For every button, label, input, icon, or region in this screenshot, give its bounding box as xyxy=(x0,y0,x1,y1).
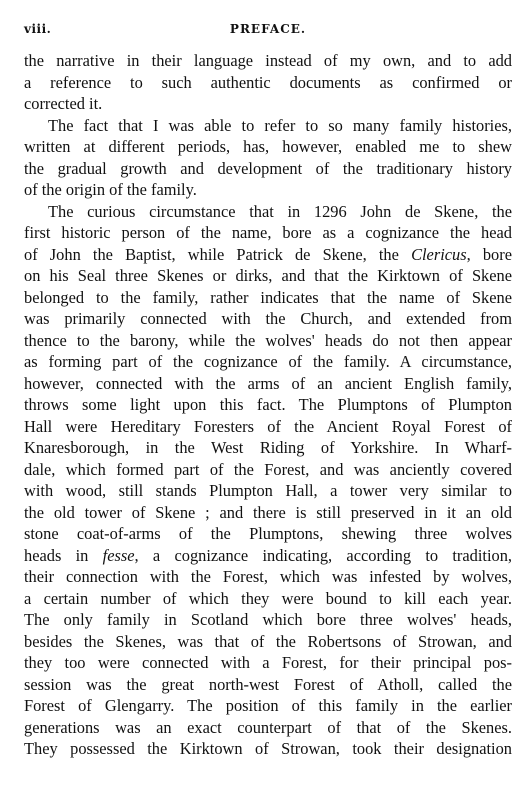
text-line xyxy=(24,416,512,438)
text-segment: besides the Skenes, was that of the Robertsons of Strowan, and xyxy=(24,631,512,651)
page-number: viii. xyxy=(24,22,52,36)
text-segment: however, connected with the arms of an ancient English family, xyxy=(24,373,512,393)
text-line xyxy=(24,652,512,674)
text-segment: corrected it. xyxy=(24,94,103,113)
text-segment: Hall were Hereditary Foresters of the Ancient Royal Forest of xyxy=(24,416,512,436)
text-line xyxy=(24,502,512,524)
text-line xyxy=(24,738,512,760)
text-line xyxy=(24,222,512,244)
text-segment: the narrative in their language instead of my own, and to add xyxy=(24,51,512,70)
text-segment: The fact that I was able to refer to so many family histories, xyxy=(48,115,512,135)
text-line xyxy=(24,287,512,309)
text-line xyxy=(24,158,512,180)
text-line xyxy=(24,244,512,266)
text-line xyxy=(24,717,512,739)
text-line xyxy=(24,201,512,223)
text-line xyxy=(24,523,512,545)
text-line xyxy=(24,373,512,395)
text-segment: the old tower of Skene ; and there is still preserved in it an old xyxy=(24,502,512,522)
page-header xyxy=(24,22,512,44)
text-segment: Knaresborough, in the West Riding of Yorkshire. In Wharf- xyxy=(24,438,512,457)
text-line xyxy=(24,394,512,416)
text-segment: stone coat-of-arms of the Plumptons, shewing three wolves xyxy=(24,524,512,543)
text-segment: The curious circumstance that in 1296 John de Skene, the xyxy=(48,201,512,221)
text-segment: their connection with the Forest, which was infested by wolves, xyxy=(24,567,512,586)
text-line xyxy=(24,609,512,631)
text-line xyxy=(24,115,512,137)
text-segment: the gradual growth and development of the traditionary history xyxy=(24,158,512,178)
text-line xyxy=(24,480,512,502)
text-segment: session was the great north-west Forest of Atholl, called the xyxy=(24,674,512,694)
text-segment: first historic person of the name, bore as a cognizance the head xyxy=(24,223,512,242)
text-segment: written at different periods, has, however, enabled me to shew xyxy=(24,137,512,156)
text-segment: on his Seal three Skenes or dirks, and that the Kirktown of Skene xyxy=(24,266,512,285)
running-head: PREFACE. xyxy=(229,22,307,36)
italic-term: fesse xyxy=(102,545,135,565)
text-line xyxy=(24,265,512,287)
text-segment: of the origin of the family. xyxy=(24,180,197,199)
text-line xyxy=(24,695,512,717)
text-segment: Forest of Glengarry. The position of this family in the earlier xyxy=(24,696,512,715)
text-line xyxy=(24,308,512,330)
italic-term: Clericus xyxy=(411,244,467,264)
text-line xyxy=(24,179,512,201)
body-text xyxy=(24,50,512,760)
text-segment: a reference to such authentic documents as confirmed or xyxy=(24,72,512,92)
text-line xyxy=(24,50,512,72)
text-segment: with wood, still stands Plumpton Hall, a tower very similar to xyxy=(24,481,512,500)
text-line xyxy=(24,437,512,459)
text-line xyxy=(24,631,512,653)
text-segment: a certain number of which they were bound to kill each year. xyxy=(24,588,512,608)
text-segment: was primarily connected with the Church, and extended from xyxy=(24,309,512,328)
text-line xyxy=(24,566,512,588)
text-line xyxy=(24,72,512,94)
text-line xyxy=(24,330,512,352)
text-segment: , bore xyxy=(466,244,512,264)
text-segment: The only family in Scotland which bore three wolves' heads, xyxy=(24,610,512,629)
text-segment: throws some light upon this fact. The Plumptons of Plumpton xyxy=(24,395,512,414)
text-line xyxy=(24,459,512,481)
text-segment: generations was an exact counterpart of that of the Skenes. xyxy=(24,717,512,737)
text-line xyxy=(24,136,512,158)
text-line xyxy=(24,351,512,373)
text-segment: heads in xyxy=(24,545,103,565)
text-segment: of John the Baptist, while Patrick de Skene, the xyxy=(24,244,412,264)
text-segment: They possessed the Kirktown of Strowan, took their designation xyxy=(24,739,512,758)
text-line xyxy=(24,588,512,610)
text-segment: they too were connected with a Forest, for their principal pos- xyxy=(24,653,512,672)
text-segment: thence to the barony, while the wolves' heads do not then appear xyxy=(24,330,512,350)
text-segment: belonged to the family, rather indicates that the name of Skene xyxy=(24,287,512,307)
text-line xyxy=(24,674,512,696)
text-segment: as forming part of the cognizance of the family. A circumstance, xyxy=(24,352,512,371)
text-line xyxy=(24,93,512,115)
text-segment: dale, which formed part of the Forest, and was anciently covered xyxy=(24,459,512,479)
text-segment: , a cognizance indicating, according to tradition, xyxy=(134,545,512,565)
text-line xyxy=(24,545,512,567)
